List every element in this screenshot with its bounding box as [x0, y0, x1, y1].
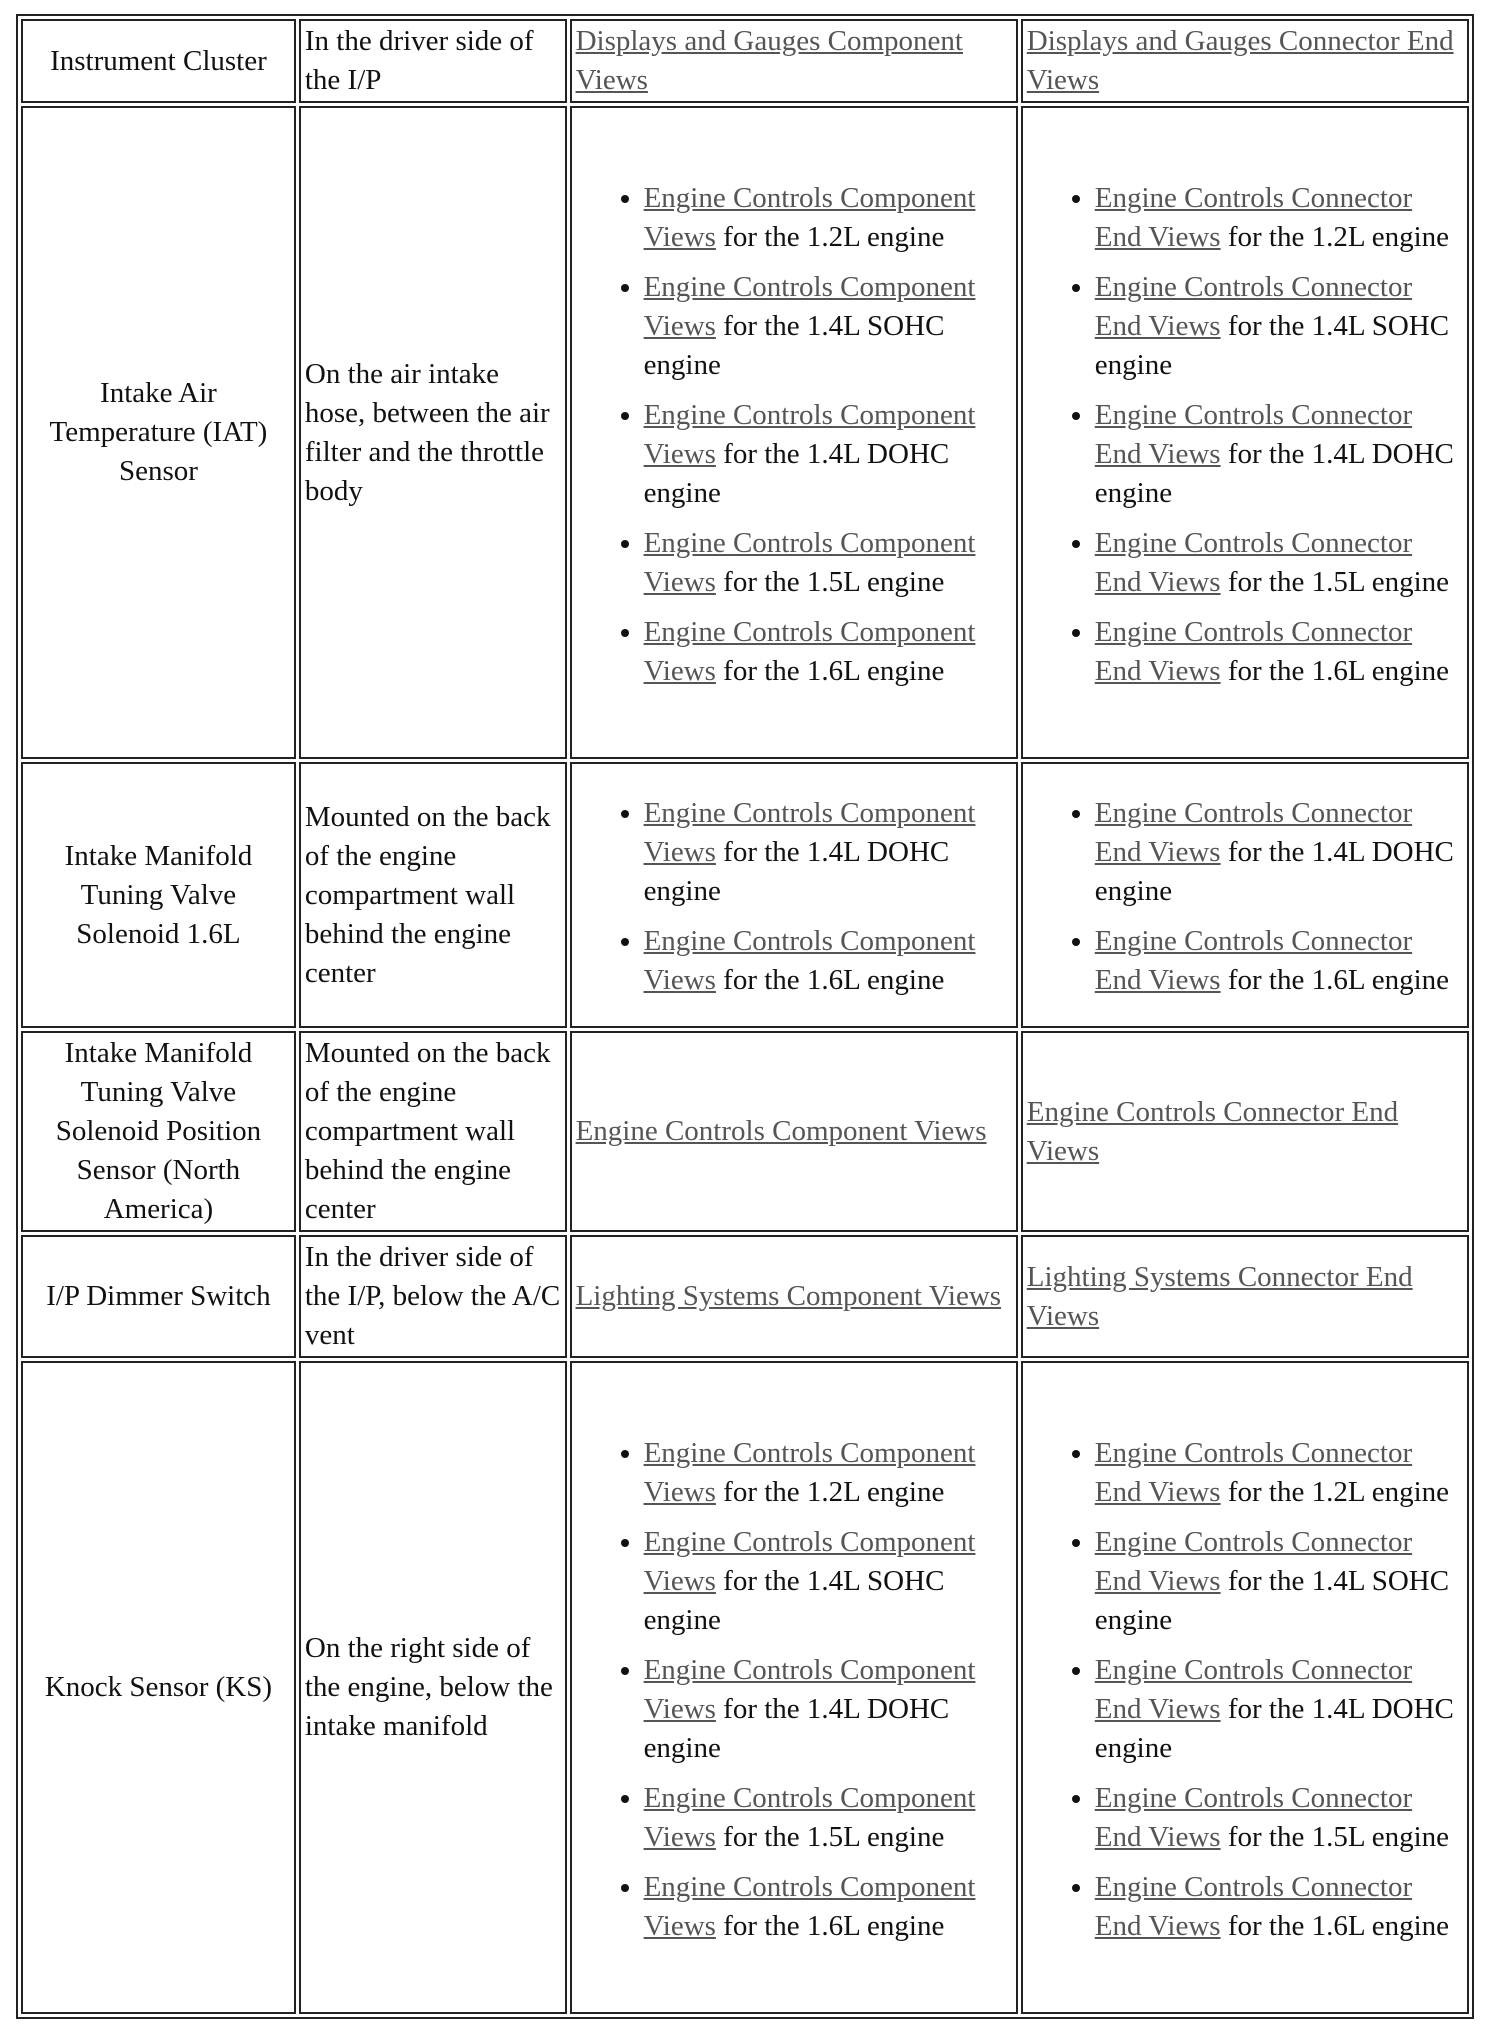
- list-item: [644, 1868, 1012, 1946]
- component-views-list: [576, 1434, 1012, 1946]
- component-name-cell: [21, 19, 296, 103]
- table-row: [21, 1235, 1469, 1358]
- connector-views-link[interactable]: Engine Controls Connector End Views: [1094, 1436, 1413, 1508]
- table-row: [21, 1361, 1469, 2014]
- engine-variant-text: for the 1.2L engine: [1220, 220, 1450, 253]
- connector-views-link[interactable]: Engine Controls Connector End Views: [1094, 925, 1413, 996]
- component-views-list: [576, 794, 1012, 1000]
- connector-views-list: [1027, 1434, 1463, 1946]
- component-name-cell: [21, 106, 296, 759]
- engine-variant-text: for the 1.4L DOHC engine: [1094, 1692, 1454, 1764]
- location-cell: [299, 1361, 567, 2014]
- connector-views-link[interactable]: Displays and Gauges Connector End Views: [1026, 25, 1454, 96]
- connector-views-list: [1027, 179, 1463, 691]
- engine-variant-text: for the 1.2L engine: [715, 220, 945, 253]
- component-views-link[interactable]: Engine Controls Component Views: [643, 526, 976, 598]
- component-views-link[interactable]: Lighting Systems Component Views: [575, 1280, 1002, 1312]
- engine-variant-text: for the 1.5L engine: [1220, 1820, 1450, 1853]
- engine-variant-text: for the 1.4L SOHC engine: [643, 1564, 945, 1636]
- engine-variant-text: for the 1.6L engine: [715, 654, 945, 687]
- connector-views-cell: [1021, 19, 1469, 103]
- component-views-link[interactable]: Engine Controls Component Views: [643, 1653, 976, 1725]
- connector-views-link[interactable]: Engine Controls Connector End Views: [1094, 1525, 1413, 1597]
- component-views-link[interactable]: Engine Controls Component Views: [643, 797, 976, 868]
- connector-views-list: [1027, 794, 1463, 1000]
- component-views-link[interactable]: Engine Controls Component Views: [643, 398, 976, 470]
- list-item: [644, 1779, 1012, 1857]
- table-row: [21, 762, 1469, 1028]
- component-location: Mounted on the back of the engine compartment wall behind the engine center: [304, 800, 551, 989]
- location-cell: [299, 19, 567, 103]
- component-location: On the right side of the engine, below the intake manifold: [304, 1632, 553, 1742]
- component-location: On the air intake hose, between the air filter and the throttle body: [304, 357, 550, 507]
- list-item: [1095, 396, 1463, 513]
- engine-variant-text: for the 1.5L engine: [715, 565, 945, 598]
- list-item: [1095, 1523, 1463, 1640]
- list-item: [1095, 922, 1463, 1000]
- list-item: [1095, 1779, 1463, 1857]
- component-views-link[interactable]: Engine Controls Component Views: [643, 1781, 976, 1853]
- connector-views-link[interactable]: Engine Controls Connector End Views: [1094, 797, 1413, 868]
- connector-views-link[interactable]: Engine Controls Connector End Views: [1094, 398, 1413, 470]
- component-views-link[interactable]: Engine Controls Component Views: [643, 615, 976, 687]
- location-cell: [299, 1031, 567, 1232]
- component-views-cell: [570, 106, 1018, 759]
- list-item: [1095, 268, 1463, 385]
- engine-variant-text: for the 1.2L engine: [715, 1475, 945, 1508]
- component-views-link[interactable]: Engine Controls Component Views: [575, 1115, 987, 1147]
- list-item: [644, 1523, 1012, 1640]
- engine-variant-text: for the 1.4L DOHC engine: [643, 836, 950, 907]
- connector-views-link[interactable]: Engine Controls Connector End Views: [1094, 181, 1413, 253]
- list-item: [644, 1434, 1012, 1512]
- connector-views-link[interactable]: Engine Controls Connector End Views: [1094, 526, 1413, 598]
- table-row: [21, 106, 1469, 759]
- component-views-link[interactable]: Engine Controls Component Views: [643, 1870, 976, 1942]
- component-views-link[interactable]: Engine Controls Component Views: [643, 1525, 976, 1597]
- connector-views-cell: [1021, 762, 1469, 1028]
- component-views-link[interactable]: Displays and Gauges Component Views: [575, 25, 963, 96]
- component-views-link[interactable]: Engine Controls Component Views: [643, 925, 976, 996]
- list-item: [644, 922, 1012, 1000]
- connector-views-link[interactable]: Engine Controls Connector End Views: [1094, 615, 1413, 687]
- engine-variant-text: for the 1.6L engine: [1220, 654, 1450, 687]
- engine-variant-text: for the 1.4L DOHC engine: [643, 437, 950, 509]
- connector-views-cell: [1021, 1235, 1469, 1358]
- location-cell: [299, 1235, 567, 1358]
- component-name: I/P Dimmer Switch: [46, 1280, 271, 1312]
- component-location: Mounted on the back of the engine compartment wall behind the engine center: [304, 1037, 551, 1225]
- component-name: Intake Air Temperature (IAT) Sensor: [49, 377, 268, 487]
- component-name-cell: [21, 762, 296, 1028]
- component-views-list: [576, 179, 1012, 691]
- engine-variant-text: for the 1.6L engine: [715, 1909, 945, 1942]
- connector-views-link[interactable]: Engine Controls Connector End Views: [1094, 1653, 1413, 1725]
- component-name: Intake Manifold Tuning Valve Solenoid Position Sensor (North America): [55, 1037, 262, 1225]
- location-cell: [299, 762, 567, 1028]
- list-item: [644, 524, 1012, 602]
- component-location: In the driver side of the I/P, below the A/C vent: [304, 1241, 561, 1351]
- component-name: Knock Sensor (KS): [44, 1671, 273, 1703]
- component-locator-table: [16, 14, 1474, 2019]
- engine-variant-text: for the 1.5L engine: [715, 1820, 945, 1853]
- component-name: Instrument Cluster: [50, 44, 267, 77]
- connector-views-link[interactable]: Engine Controls Connector End Views: [1094, 1781, 1413, 1853]
- engine-variant-text: for the 1.6L engine: [1220, 1909, 1450, 1942]
- table-row: [21, 1031, 1469, 1232]
- list-item: [1095, 1651, 1463, 1768]
- connector-views-link[interactable]: Lighting Systems Connector End Views: [1026, 1260, 1413, 1332]
- component-views-cell: [570, 19, 1018, 103]
- list-item: [1095, 613, 1463, 691]
- engine-variant-text: for the 1.4L SOHC engine: [1094, 309, 1450, 381]
- list-item: [1095, 794, 1463, 911]
- connector-views-link[interactable]: Engine Controls Connector End Views: [1094, 270, 1413, 342]
- component-views-link[interactable]: Engine Controls Component Views: [643, 181, 976, 253]
- engine-variant-text: for the 1.5L engine: [1220, 565, 1450, 598]
- connector-views-cell: [1021, 1361, 1469, 2014]
- component-name-cell: [21, 1235, 296, 1358]
- connector-views-cell: [1021, 1031, 1469, 1232]
- connector-views-link[interactable]: Engine Controls Connector End Views: [1094, 1870, 1413, 1942]
- engine-variant-text: for the 1.6L engine: [715, 964, 945, 996]
- list-item: [1095, 1868, 1463, 1946]
- connector-views-cell: [1021, 106, 1469, 759]
- list-item: [644, 268, 1012, 385]
- list-item: [644, 613, 1012, 691]
- engine-variant-text: for the 1.4L SOHC engine: [1094, 1564, 1450, 1636]
- list-item: [1095, 1434, 1463, 1512]
- component-views-cell: [570, 1361, 1018, 2014]
- engine-variant-text: for the 1.4L DOHC engine: [643, 1692, 950, 1764]
- component-views-cell: [570, 762, 1018, 1028]
- component-location: In the driver side of the I/P: [304, 25, 534, 96]
- list-item: [1095, 179, 1463, 257]
- table-row: [21, 19, 1469, 103]
- component-name: Intake Manifold Tuning Valve Solenoid 1.6L: [64, 839, 253, 950]
- connector-views-link[interactable]: Engine Controls Connector End Views: [1026, 1095, 1399, 1167]
- engine-variant-text: for the 1.6L engine: [1220, 964, 1450, 996]
- list-item: [644, 396, 1012, 513]
- engine-variant-text: for the 1.4L SOHC engine: [643, 309, 945, 381]
- component-name-cell: [21, 1361, 296, 2014]
- component-views-link[interactable]: Engine Controls Component Views: [643, 1436, 976, 1508]
- engine-variant-text: for the 1.4L DOHC engine: [1094, 836, 1454, 907]
- list-item: [644, 1651, 1012, 1768]
- list-item: [1095, 524, 1463, 602]
- engine-variant-text: for the 1.4L DOHC engine: [1094, 437, 1454, 509]
- component-name-cell: [21, 1031, 296, 1232]
- list-item: [644, 179, 1012, 257]
- component-views-cell: [570, 1031, 1018, 1232]
- engine-variant-text: for the 1.2L engine: [1220, 1475, 1450, 1508]
- component-views-link[interactable]: Engine Controls Component Views: [643, 270, 976, 342]
- component-views-cell: [570, 1235, 1018, 1358]
- list-item: [644, 794, 1012, 911]
- location-cell: [299, 106, 567, 759]
